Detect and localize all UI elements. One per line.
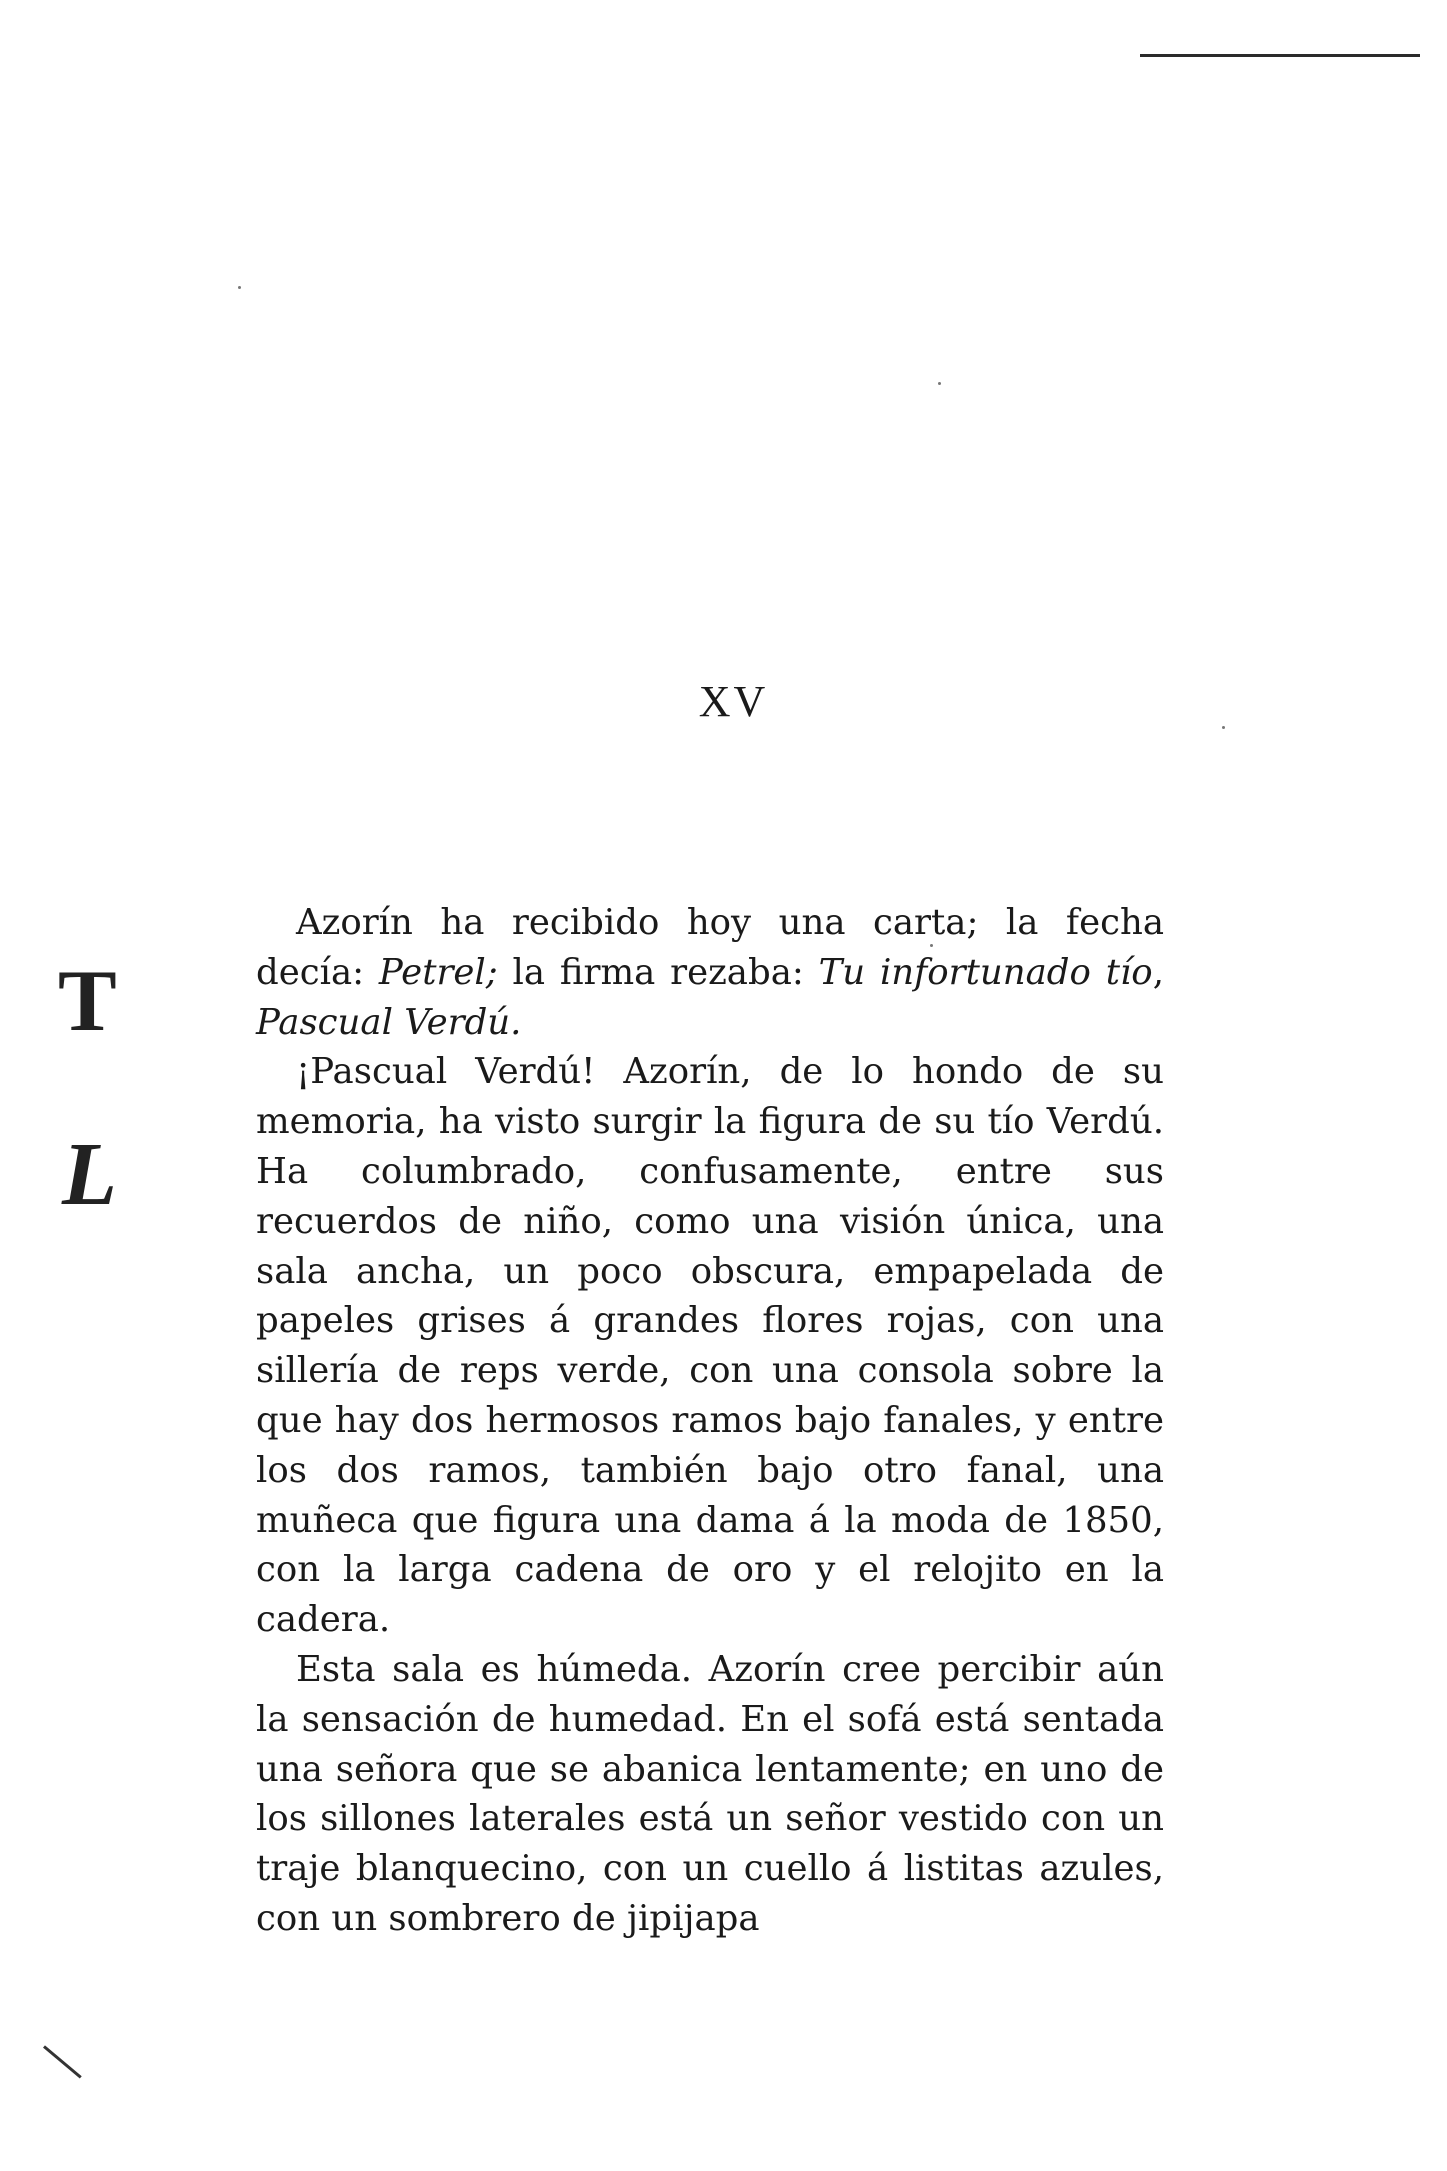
margin-stroke-mark <box>43 2045 82 2078</box>
paper-speck <box>238 286 241 289</box>
paper-speck <box>1222 726 1225 729</box>
body-text <box>256 898 1164 1944</box>
italic-name: Pascual Verdú. <box>256 1001 522 1043</box>
chapter-heading: XV <box>698 677 769 726</box>
italic-signature: Tu infortunado tío <box>818 951 1153 993</box>
margin-handwritten-mark: L <box>62 1125 117 1224</box>
italic-place: Petrel; <box>378 951 498 993</box>
paragraph-2: ¡Pascual Verdú! Azorín, de lo hondo de su memoria, ha visto surgir la figura de su tío Verdú. Ha columbrado, confusamente, entre sus recuerdos de niño, como una visión única, una sala ancha, un poco obscura, empapelada de papeles grises á grandes flores rojas, con una sillería de reps verde, con una consola sobre la que hay dos hermosos ramos bajo fanales, y entre los dos ramos, también bajo otro fanal, una muñeca que figura una dama á la moda de 1850, con la larga cadena de oro y el relojito en la cadera. <box>256 1051 1164 1641</box>
margin-handwritten-mark: T <box>58 953 117 1050</box>
top-rule-line <box>1140 54 1420 57</box>
paper-speck <box>938 382 941 385</box>
paragraph-3: Esta sala es húmeda. Azorín cree percibir aún la sensación de humedad. En el sofá está sentada una señora que se abanica lentamente; en uno de los sillones laterales está un señor vestido con un traje blanquecino, con un cuello á listitas azules, con un sombrero de jipijapa <box>256 1648 1164 1939</box>
paragraph-1: Azorín ha recibido hoy una carta; la fecha decía: Petrel; la firma rezaba: Tu infortunado tío, Pascual Verdú. <box>256 902 1164 1043</box>
